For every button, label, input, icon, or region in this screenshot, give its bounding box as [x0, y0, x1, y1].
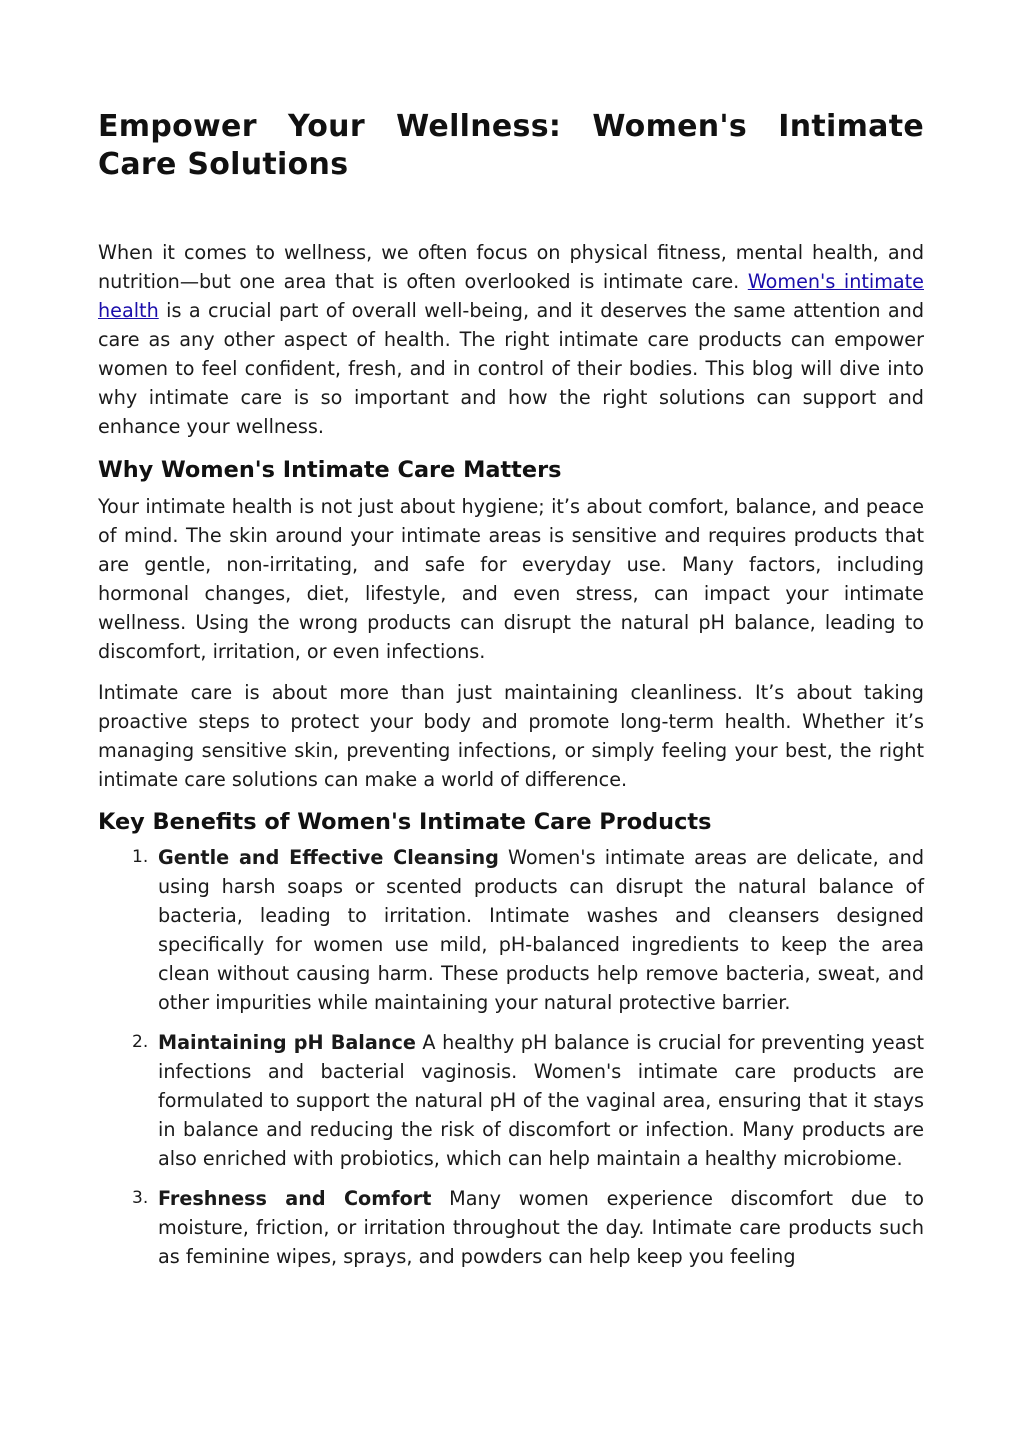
list-item-body — [158, 1184, 924, 1271]
page-title: Empower Your Wellness: Women's Intimate Care Solutions — [98, 109, 924, 182]
intro-text-after-link: is a crucial part of overall well-being, and it deserves the same attention and care as any other aspect of health. The right intimate care products can empower women to feel confident, fresh, and in control of their bodies. This blog will dive into why intimate care is so important and how the right solutions can support and enhance your wellness. — [98, 299, 924, 438]
list-item-text: Women's intimate areas are delicate, and using harsh soaps or scented products can disrupt the natural balance of bacteria, leading to irritation. Intimate washes and cleansers designed specifically for women use mild, pH-balanced ingredients to keep the area clean without causing harm. These products help remove bacteria, sweat, and other impurities while maintaining your natural protective barrier. — [158, 846, 924, 1014]
intro-paragraph — [98, 238, 924, 441]
list-item-number: 1. — [132, 847, 149, 867]
list-item — [98, 1184, 924, 1271]
list-item — [98, 1028, 924, 1173]
list-item — [98, 843, 924, 1017]
list-item-number: 2. — [132, 1032, 149, 1052]
list-item-text: Many women experience discomfort due to moisture, friction, or irritation throughout the day. Intimate care products such as feminine wipes, sprays, and powders can help keep you feeling — [158, 1187, 924, 1268]
list-item-lead: Gentle and Effective Cleansing — [158, 846, 499, 869]
section-heading-key-benefits: Key Benefits of Women's Intimate Care Products — [98, 809, 712, 835]
list-item-number: 3. — [132, 1188, 149, 1208]
document-page — [98, 108, 924, 1282]
benefits-list — [98, 843, 924, 1271]
section-heading-why-care-matters: Why Women's Intimate Care Matters — [98, 457, 562, 483]
list-item-lead: Maintaining pH Balance — [158, 1031, 416, 1054]
list-item-text: A healthy pH balance is crucial for preventing yeast infections and bacterial vaginosis. Women's intimate care products are formulated to support the natural pH of the vaginal area, ensuring that it stays in balance and reducing the risk of discomfort or infection. Many products are also enriched with probiotics, which can help maintain a healthy microbiome. — [158, 1031, 924, 1170]
womens-intimate-health-link[interactable]: Women's intimate health — [98, 270, 924, 322]
section1-paragraph-2: Intimate care is about more than just maintaining cleanliness. It’s about taking proactive steps to protect your body and promote long-term health. Whether it’s managing sensitive skin, preventing infections, or simply feeling your best, the right intimate care solutions can make a world of difference. — [98, 681, 924, 791]
intro-text-before-link: When it comes to wellness, we often focus on physical fitness, mental health, and nutrition—but one area that is often overlooked is intimate care. — [98, 241, 924, 293]
list-item-lead: Freshness and Comfort — [158, 1187, 432, 1210]
list-item-body — [158, 1028, 924, 1173]
list-item-body — [158, 843, 924, 1017]
section1-paragraph-1: Your intimate health is not just about hygiene; it’s about comfort, balance, and peace of mind. The skin around your intimate areas is sensitive and requires products that are gentle, non-irritating, and safe for everyday use. Many factors, including hormonal changes, diet, lifestyle, and even stress, can impact your intimate wellness. Using the wrong products can disrupt the natural pH balance, leading to discomfort, irritation, or even infections. — [98, 495, 924, 663]
